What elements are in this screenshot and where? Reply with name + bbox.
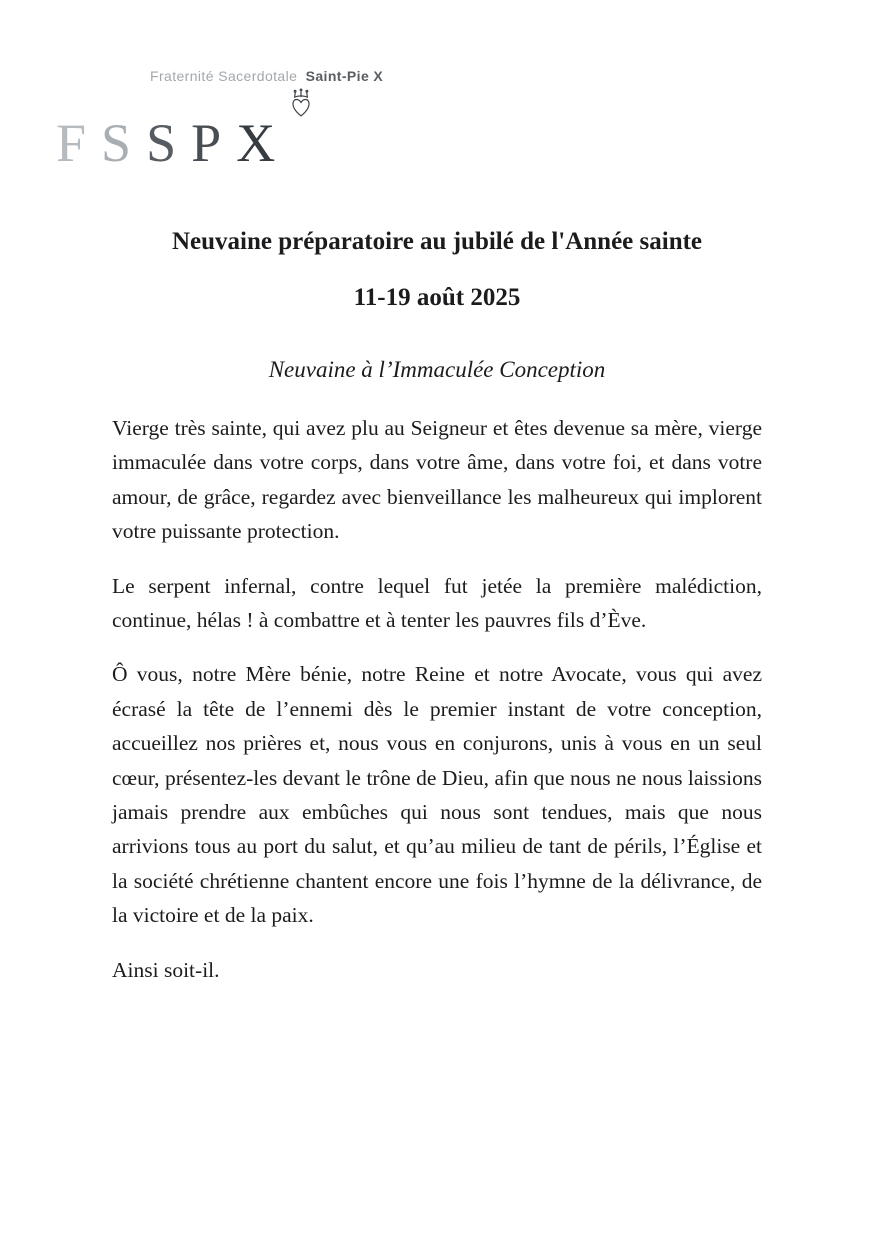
logo-tagline-dark: Saint-Pie X [305,68,384,84]
document-title-line2: 11-19 août 2025 [353,284,521,311]
document-content [112,226,762,987]
document-subtitle: Neuvaine à l’Immaculée Conception [268,357,606,382]
paragraph: Vierge très sainte, qui avez plu au Seigneur et êtes devenue sa mère, vierge immaculée dans votre corps, dans votre âme, dans votre foi, et dans votre amour, de grâce, regardez avec bienveillance les malheureux qui implorent votre puissante protection. [112,416,762,544]
fsspx-letter: F [56,113,102,173]
prayer-text [112,411,762,987]
document-title-line1: Neuvaine préparatoire au jubilé de l'Année sainte [171,228,703,255]
paragraph: Le serpent infernal, contre lequel fut jetée la première malédiction, continue, hélas ! à combattre et à tenter les pauvres fils d’Ève. [112,573,762,633]
paragraph: Ô vous, notre Mère bénie, notre Reine et notre Avocate, vous qui avez écrasé la tête de l’ennemi dès le premier instant de votre conception, accueillez nos prières et, nous vous en conjurons, unis à vous en un seul cœur, présentez-les devant le trône de Dieu, afin que nous ne nous laissions jamais prendre aux embûches qui nous sont tendues, mais que nous arrivions tous au port du salut, et qu’au milieu de tant de périls, l’Église et la société chrétienne chantent encore une fois l’hymne de la délivrance, de la victoire et de la paix. [112,662,762,928]
fsspx-letter: S [146,113,192,173]
fsspx-letter: X [236,113,291,173]
fsspx-letter: S [101,113,147,173]
fsspx-letter: P [191,113,237,173]
logo-tagline [150,68,383,84]
logo-tagline-light: Fraternité Sacerdotale [150,68,298,84]
fsspx-letters [56,113,291,173]
paragraph-closing: Ainsi soit-il. [112,957,220,982]
crowned-heart-icon [288,88,314,118]
